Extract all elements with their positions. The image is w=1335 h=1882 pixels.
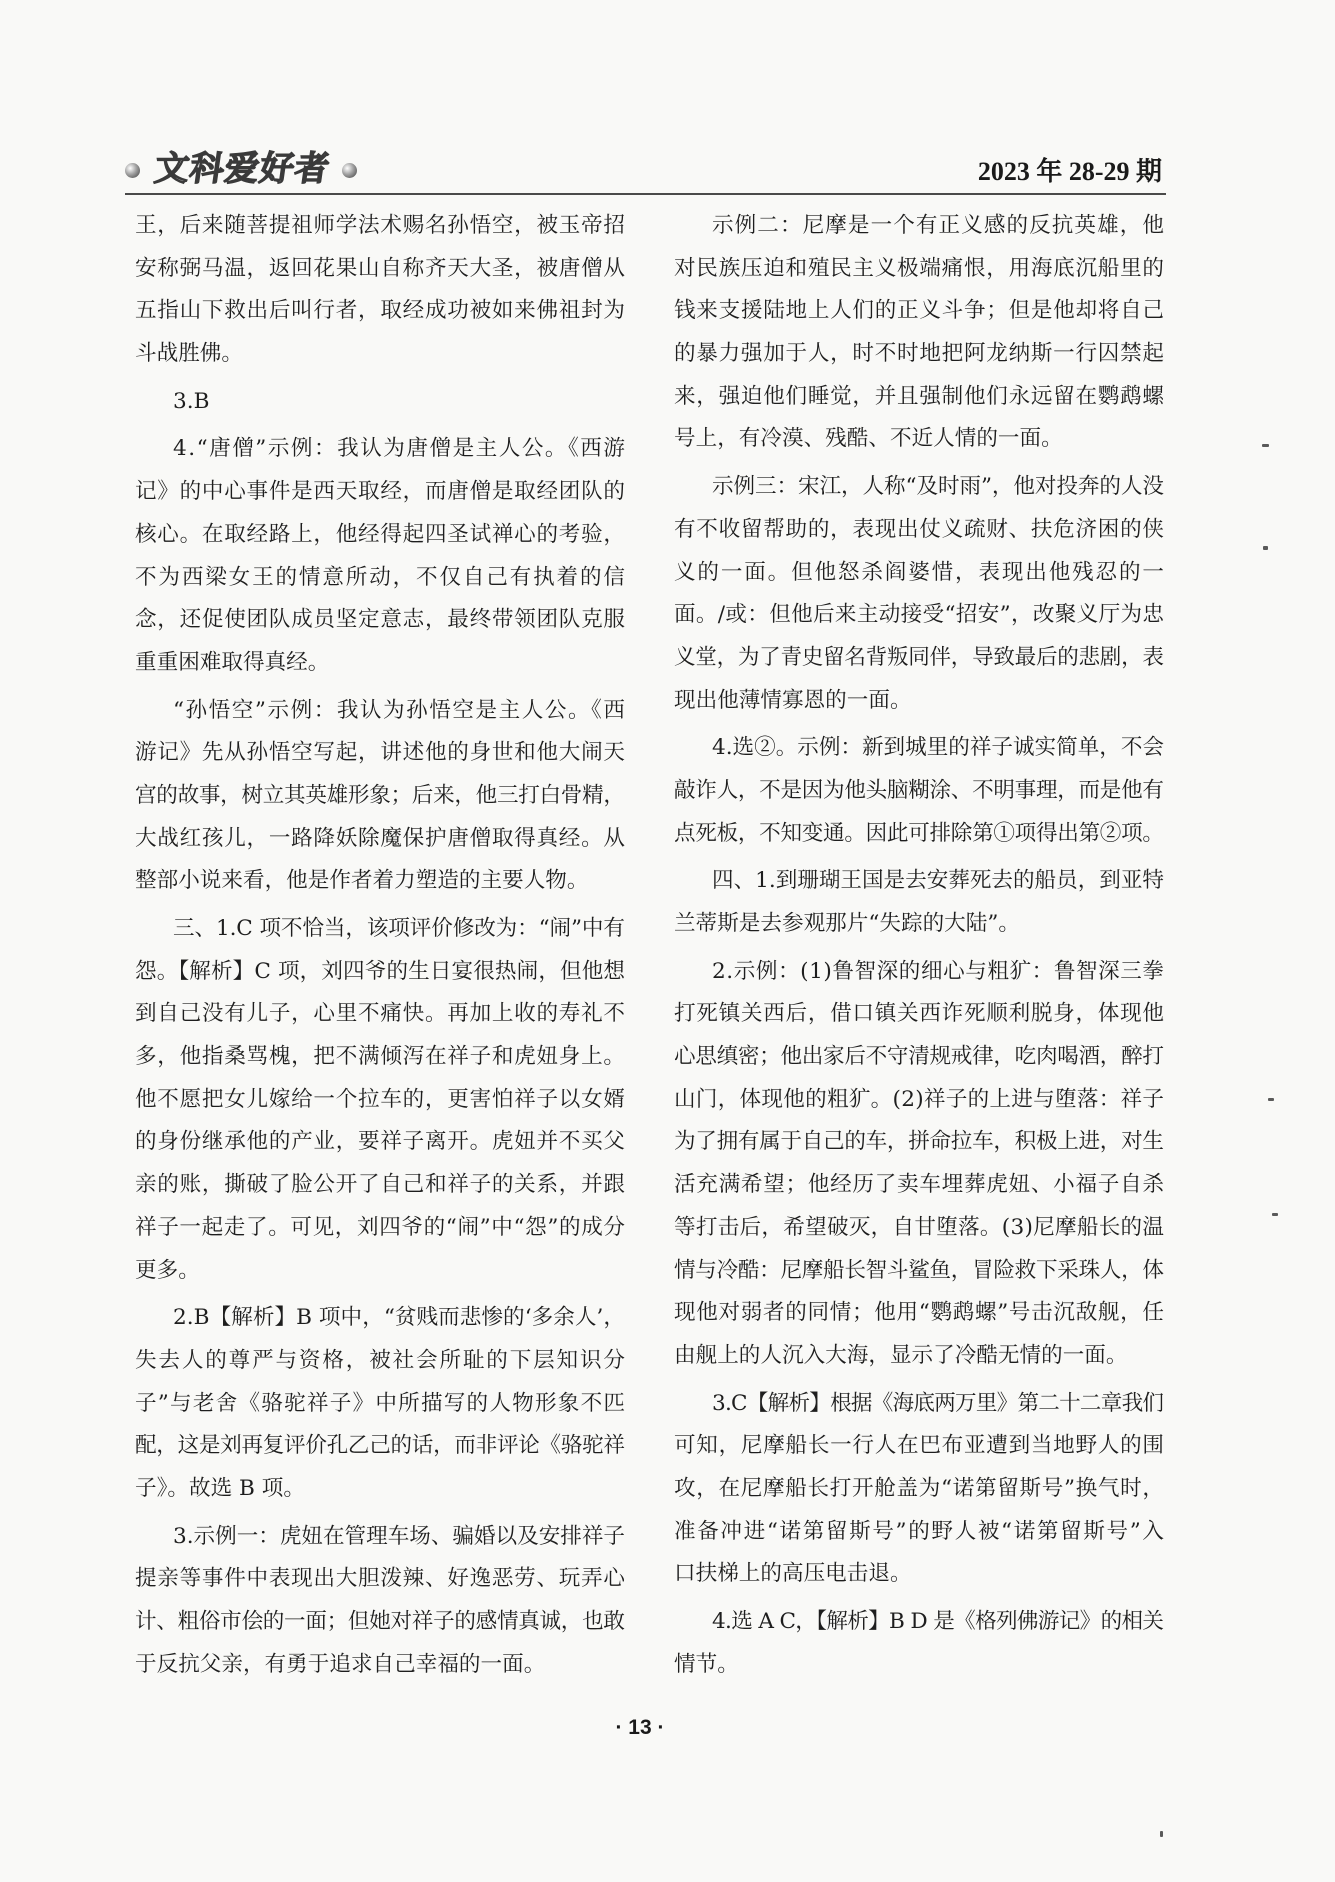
text-line: 义的一面。但他怒杀阎婆惜，表现出他残忍的一 [674, 559, 1166, 585]
paragraph [674, 727, 1164, 855]
text-line: 提亲等事件中表现出大胆泼辣、好逸恶劳、玩弄心 [135, 1566, 626, 1592]
page-number: · 13 · [615, 1716, 665, 1739]
text-line: 子》。故选 B 项。 [135, 1475, 305, 1501]
paragraph [135, 428, 625, 684]
scan-speck [1160, 1831, 1163, 1837]
text-line: 3.示例一：虎妞在管理车场、骗婚以及安排祥子 [173, 1523, 625, 1549]
text-line: 到自己没有儿子，心里不痛快。再加上收的寿礼不 [135, 1001, 626, 1027]
text-line: 兰蒂斯是去参观那片“失踪的大陆”。 [674, 911, 1020, 936]
text-line: 点死板，不知变通。因此可排除第①项得出第②项。 [674, 820, 1164, 846]
paragraph [135, 205, 625, 376]
text-line: 打死镇关西后，借口镇关西诈死顺利脱身，体现他 [674, 1001, 1165, 1027]
logo-dot-icon [342, 163, 357, 178]
text-line: “孙悟空”示例：我认为孙悟空是主人公。《西 [173, 697, 627, 723]
text-line: 2.B【解析】B 项中，“贫贱而悲惨的‘多余人’， [173, 1305, 626, 1331]
text-line: 记》的中心事件是西天取经，而唐僧是取经团队的 [135, 479, 626, 505]
paragraph [674, 860, 1164, 945]
text-line: 情节。 [674, 1651, 739, 1677]
text-line: 示例二：尼摩是一个有正义感的反抗英雄，他 [712, 213, 1166, 238]
text-line: 念，还促使团队成员坚定意志，最终带领团队克服 [135, 607, 626, 633]
text-line: 活充满希望；他经历了卖车埋葬虎妞、小福子自杀 [674, 1172, 1165, 1198]
text-line: 王，后来随菩提祖师学法术赐名孙悟空，被玉帝招 [135, 213, 626, 238]
text-line: 多，他指桑骂槐，把不满倾泻在祥子和虎妞身上。 [135, 1044, 626, 1070]
text-line: 3.C【解析】根据《海底两万里》第二十二章我们 [712, 1390, 1164, 1416]
text-line: 准备冲进“诺第留斯号”的野人被“诺第留斯号”入 [674, 1518, 1166, 1544]
text-line: 斗战胜佛。 [135, 341, 243, 367]
scan-speck [1263, 546, 1268, 550]
paragraph [135, 1297, 625, 1510]
text-line: 示例三：宋江，人称“及时雨”，他对投奔的人没 [712, 474, 1164, 500]
text-line: 3.B [173, 388, 210, 414]
text-line: 计、粗俗市侩的一面；但她对祥子的感情真诚，也敢 [135, 1609, 625, 1634]
paragraph [674, 1601, 1164, 1686]
text-line: 的身份继承他的产业，要祥子离开。虎妞并不买父 [135, 1129, 626, 1155]
text-line: 敲诈人，不是因为他头脑糊涂、不明事理，而是他有 [674, 777, 1164, 803]
text-line: 重重困难取得真经。 [135, 649, 330, 675]
text-line: 怨。【解析】C 项，刘四爷的生日宴很热闹，但他想 [135, 958, 626, 984]
logo-dot-icon [125, 163, 140, 178]
text-line: 来，强迫他们睡觉，并且强制他们永远留在鹦鹉螺 [674, 383, 1165, 409]
paragraph [674, 951, 1164, 1378]
text-line: 为了拥有属于自己的车，拼命拉车，积极上进，对生 [674, 1129, 1164, 1155]
text-line: 由舰上的人沉入大海，显示了冷酷无情的一面。 [674, 1342, 1128, 1368]
text-line: 2.示例：(1)鲁智深的细心与粗犷：鲁智深三拳 [712, 958, 1165, 984]
text-line: 失去人的尊严与资格，被社会所耻的下层知识分 [135, 1347, 627, 1373]
text-line: 钱来支援陆地上人们的正义斗争；但是他却将自己 [674, 298, 1165, 324]
header-rule [125, 193, 1166, 195]
text-line: 口扶梯上的高压电击退。 [674, 1561, 912, 1587]
paragraph [135, 1516, 625, 1687]
text-line: 更多。 [135, 1257, 200, 1283]
text-line: 面。/或：但他后来主动接受“招安”，改聚义厅为忠 [674, 602, 1165, 628]
text-line: 心思缜密；他出家后不守清规戒律，吃肉喝酒，醉打 [674, 1044, 1164, 1070]
paragraph [135, 381, 625, 424]
text-line: 游记》先从孙悟空写起，讲述他的身世和他大闹天 [135, 740, 626, 766]
text-line: 等打击后，希望破灭，自甘堕落。(3)尼摩船长的温 [674, 1214, 1165, 1240]
right-column [674, 205, 1164, 1686]
text-line: 整部小说来看，他是作者着力塑造的主要人物。 [135, 868, 589, 894]
text-line: 他不愿把女儿嫁给一个拉车的，更害怕祥子以女婿 [135, 1086, 626, 1112]
text-line: 对民族压迫和殖民主义极端痛恨，用海底沉船里的 [674, 255, 1165, 281]
paragraph [674, 1383, 1164, 1596]
text-line: 核心。在取经路上，他经得起四圣试禅心的考验， [135, 521, 626, 547]
text-line: 于反抗父亲，有勇于追求自己幸福的一面。 [135, 1651, 546, 1677]
text-line: 配，这是刘再复评价孔乙己的话，而非评论《骆驼祥 [135, 1433, 625, 1459]
text-line: 亲的账，撕破了脸公开了自己和祥子的关系，并跟 [135, 1172, 626, 1198]
text-line: 四、1.到珊瑚王国是去安葬死去的船员，到亚特 [712, 868, 1164, 894]
scan-speck [1262, 444, 1269, 447]
text-line: 宫的故事，树立其英雄形象；后来，他三打白骨精， [135, 782, 625, 808]
paragraph [135, 690, 625, 903]
text-line: 三、1.C 项不恰当，该项评价修改为：“闹”中有 [173, 916, 625, 941]
text-line: 的暴力强加于人，时不时地把阿龙纳斯一行囚禁起 [674, 341, 1165, 367]
text-line: 号上，有冷漠、残酷、不近人情的一面。 [674, 426, 1063, 452]
scan-speck [1272, 1213, 1278, 1216]
text-line: 4.选 A C，【解析】B D 是《格列佛游记》的相关 [712, 1609, 1164, 1634]
text-line: 4.选②。示例：新到城里的祥子诚实简单，不会 [712, 735, 1164, 761]
text-line: 情与冷酷：尼摩船长智斗鲨鱼，冒险救下采珠人，体 [674, 1257, 1164, 1283]
text-line: 现出他薄情寡恩的一面。 [674, 687, 912, 713]
text-line: 现他对弱者的同情；他用“鹦鹉螺”号击沉敌舰，任 [674, 1300, 1165, 1326]
text-line: 大战红孩儿，一路降妖除魔保护唐僧取得真经。从 [135, 825, 626, 851]
text-line: 可知，尼摩船长一行人在巴布亚遭到当地野人的围 [674, 1433, 1165, 1459]
text-line: 有不收留帮助的，表现出仗义疏财、扶危济困的侠 [674, 516, 1165, 542]
left-column [135, 205, 625, 1686]
text-line: 4.“唐僧”示例：我认为唐僧是主人公。《西游 [173, 436, 627, 462]
magazine-logo: 文科爱好者 [152, 149, 333, 189]
issue-number: 2023 年 28-29 期 [977, 157, 1162, 186]
paragraph [674, 466, 1164, 722]
text-line: 山门，体现他的粗犷。(2)祥子的上进与堕落：祥子 [674, 1086, 1165, 1112]
text-line: 子”与老舍《骆驼祥子》中所描写的人物形象不匹 [135, 1390, 627, 1416]
text-line: 不为西梁女王的情意所动，不仅自己有执着的信 [135, 564, 627, 590]
scan-speck [1268, 1098, 1274, 1101]
text-line: 五指山下救出后叫行者，取经成功被如来佛祖封为 [135, 298, 626, 324]
text-line: 祥子一起走了。可见，刘四爷的“闹”中“怨”的成分 [135, 1214, 626, 1240]
text-line: 攻，在尼摩船长打开舱盖为“诺第留斯号”换气时， [674, 1475, 1165, 1501]
text-line: 义堂，为了青史留名背叛同伴，导致最后的悲剧，表 [674, 644, 1164, 670]
paragraph [674, 205, 1164, 461]
text-line: 安称弼马温，返回花果山自称齐天大圣，被唐僧从 [135, 255, 626, 281]
paragraph [135, 908, 625, 1292]
